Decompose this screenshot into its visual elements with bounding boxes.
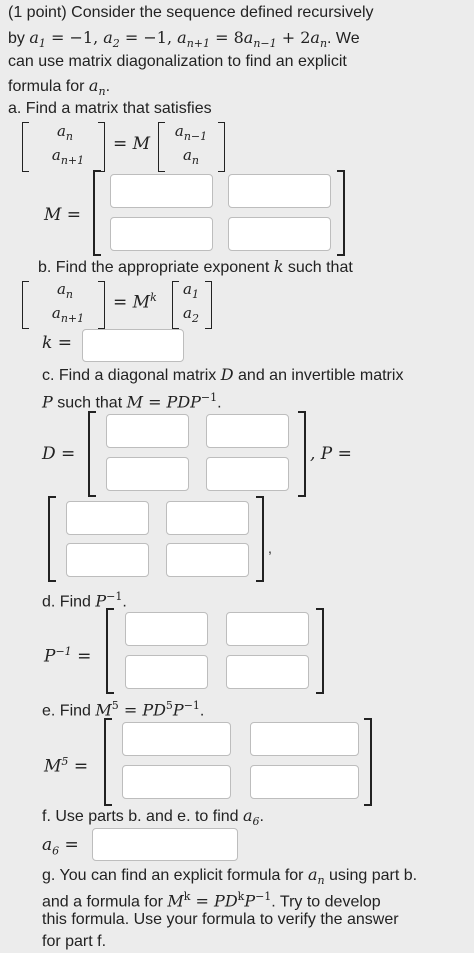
- equals-m: = M: [113, 134, 151, 154]
- a6-input[interactable]: [92, 828, 238, 861]
- vector-entry: $a_{n+1}$: [51, 146, 85, 167]
- p-entry-12-input[interactable]: [166, 501, 249, 535]
- bracket: [48, 496, 56, 582]
- bracket: [93, 170, 101, 256]
- m5-label: $M^5$ =: [44, 755, 89, 777]
- bracket: [298, 411, 306, 497]
- p-entry-22-input[interactable]: [166, 543, 249, 577]
- vector-entry: $a_{n-1}$: [174, 122, 208, 143]
- bracket: [316, 608, 324, 694]
- k-label: k =: [42, 333, 72, 353]
- part-g-line-2: and a formula for $M^k = PD^kP^{-1}$. Try to develop: [42, 890, 381, 911]
- d-label: D =: [42, 444, 76, 464]
- m-label: M =: [44, 205, 82, 225]
- bracket: [218, 122, 225, 172]
- bracket: [106, 608, 114, 694]
- k-input[interactable]: [82, 329, 184, 362]
- m5-entry-22-input[interactable]: [250, 765, 359, 799]
- m-entry-21-input[interactable]: [110, 217, 213, 251]
- bracket: [205, 281, 212, 329]
- p-inverse-entry-21-input[interactable]: [125, 655, 208, 689]
- m5-entry-12-input[interactable]: [250, 722, 359, 756]
- p-entry-21-input[interactable]: [66, 543, 149, 577]
- intro-line-4: formula for $a_n$.: [8, 76, 111, 99]
- d-entry-22-input[interactable]: [206, 457, 289, 491]
- a6-label: $a_6$ =: [42, 835, 79, 858]
- vector-entry: $a_n$: [56, 280, 74, 301]
- m-entry-22-input[interactable]: [228, 217, 331, 251]
- bracket: [98, 122, 105, 172]
- bracket: [337, 170, 345, 256]
- bracket: [98, 281, 105, 329]
- vector-entry: $a_{n+1}$: [51, 304, 85, 325]
- vector-entry: $a_n$: [56, 122, 74, 143]
- part-d-label: d. Find $P^{-1}$.: [42, 590, 127, 611]
- part-a-label: a. Find a matrix that satisfies: [8, 100, 212, 117]
- bracket: [364, 718, 372, 806]
- part-c-line-1: c. Find a diagonal matrix D and an invertible matrix: [42, 365, 404, 384]
- equals-mk: = $M^k$: [113, 291, 157, 313]
- m5-entry-11-input[interactable]: [122, 722, 231, 756]
- part-g-line-3: this formula. Use your formula to verify the answer: [42, 911, 399, 928]
- bracket: [104, 718, 112, 806]
- p-inverse-entry-22-input[interactable]: [226, 655, 309, 689]
- p-inverse-entry-11-input[interactable]: [125, 612, 208, 646]
- intro-line-2: by $a_1 = -1$, $a_2 = -1$, $a_{n+1} = 8a_{n-1} + 2a_n$. We: [8, 28, 360, 51]
- p-inverse-label: $P^{-1}$ =: [44, 645, 92, 667]
- bracket: [22, 122, 29, 172]
- m-entry-12-input[interactable]: [228, 174, 331, 208]
- part-b-label: b. Find the appropriate exponent k such that: [38, 257, 353, 276]
- bracket: [88, 411, 96, 497]
- d-entry-21-input[interactable]: [106, 457, 189, 491]
- part-e-label: e. Find $M^5 = PD^5P^{-1}$.: [42, 699, 205, 720]
- intro-line-1: (1 point) Consider the sequence defined recursively: [8, 4, 374, 21]
- intro-line-3: can use matrix diagonalization to find an explicit: [8, 53, 347, 70]
- bracket: [256, 496, 264, 582]
- part-g-line-4: for part f.: [42, 933, 107, 950]
- p-label: , P =: [310, 444, 352, 464]
- part-c-line-2: P such that $M = PDP^{-1}$.: [42, 391, 222, 412]
- part-f-label: f. Use parts b. and e. to find $a_6$.: [42, 806, 264, 829]
- d-entry-11-input[interactable]: [106, 414, 189, 448]
- vector-entry: $a_n$: [182, 146, 200, 167]
- part-g-line-1: g. You can find an explicit formula for $a_n$ using part b.: [42, 865, 418, 888]
- bracket: [22, 281, 29, 329]
- m-entry-11-input[interactable]: [110, 174, 213, 208]
- m5-entry-21-input[interactable]: [122, 765, 231, 799]
- p-inverse-entry-12-input[interactable]: [226, 612, 309, 646]
- comma: ,: [268, 540, 272, 556]
- d-entry-12-input[interactable]: [206, 414, 289, 448]
- vector-entry: $a_1$: [183, 280, 199, 301]
- vector-entry: $a_2$: [183, 304, 199, 325]
- p-entry-11-input[interactable]: [66, 501, 149, 535]
